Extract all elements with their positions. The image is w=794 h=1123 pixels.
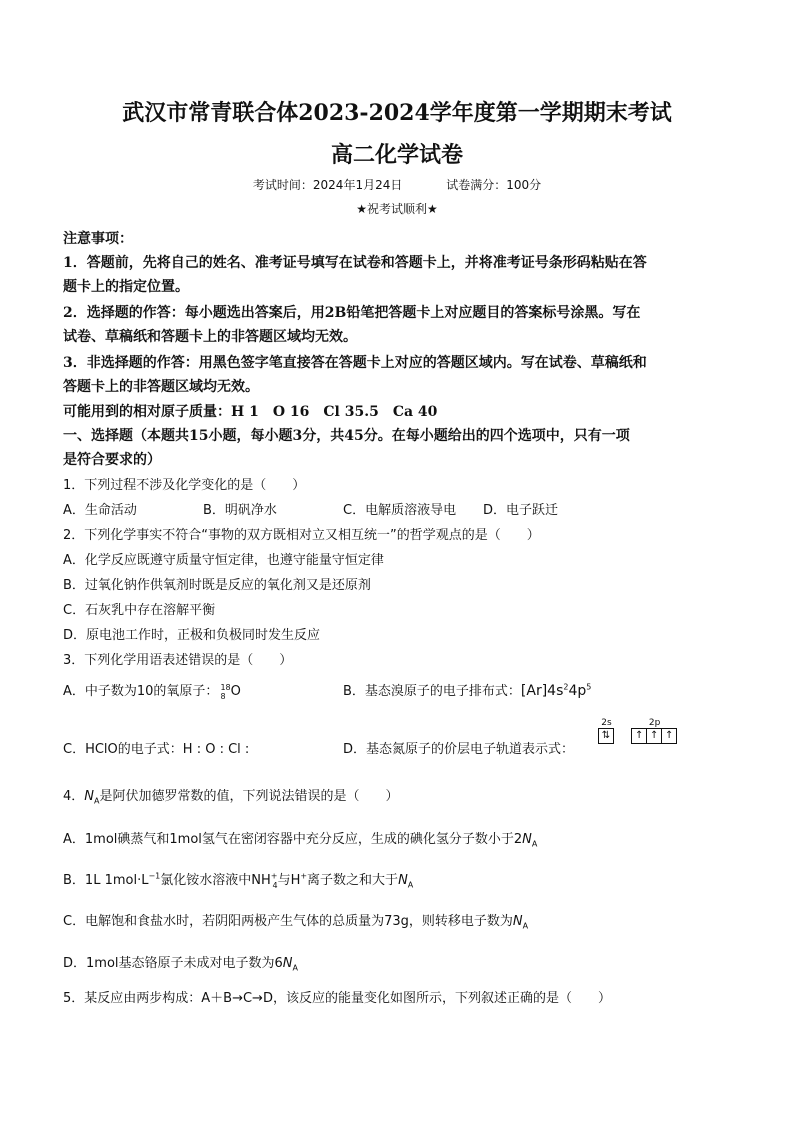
q3-options-ab — [63, 680, 743, 702]
q1-options — [63, 499, 743, 517]
q1-option-a: A．生命活动 — [63, 503, 137, 518]
hclo-lewis-structure: H : O : Cl : — [182, 742, 250, 757]
notes-heading: 注意事项： — [63, 231, 133, 247]
note-3-line-2: 答题卡上的非答题区域均无效。 — [63, 379, 259, 395]
note-2-line-1: 2．选择题的作答：每小题选出答案后，用2B铅笔把答题卡上对应题目的答案标号涂黑。写在 — [63, 305, 641, 321]
q3-stem: 3．下列化学用语表述错误的是（ ） — [63, 653, 293, 668]
q4-stem: 4．$N_A$是阿伏加德罗常数的值，下列说法错误的是（ ） — [63, 789, 399, 806]
orbital-diagram — [591, 718, 677, 744]
exam-subtitle: 高二化学试卷 — [330, 142, 463, 168]
q2-option-b: B．过氧化钠作供氧剂时既是反应的氧化剂又是还原剂 — [63, 578, 371, 593]
q1-option-c: C．电解质溶液导电 — [343, 503, 457, 518]
note-1-line-1: 1．答题前，先将自己的姓名、准考证号填写在试卷和答题卡上，并将准考证号条形码粘贴在答 — [63, 255, 647, 271]
electron-config: $[Ar]4s^24p^5$ — [520, 682, 592, 699]
q1-stem: 1．下列过程不涉及化学变化的是（ ） — [63, 478, 306, 493]
q3-option-d-label: D．基态氮原子的价层电子轨道表示式： — [343, 742, 575, 757]
q3-option-b-label: B．基态溴原子的电子排布式： — [343, 684, 521, 699]
isotope-notation: 18 8 — [220, 682, 231, 701]
q3-option-a-label: A．中子数为10的氧原子： — [63, 684, 219, 699]
exam-title: 武汉市常青联合体2023-2024学年度第一学期期末考试 — [122, 100, 672, 126]
orbital-box: ↑ — [631, 728, 647, 744]
section-1-heading-line-1: 一、选择题（本题共15小题，每小题3分，共45分。在每小题给出的四个选项中，只有一项 — [63, 428, 630, 444]
q3-option-c-label: C．HClO的电子式： — [63, 742, 183, 757]
q2-stem: 2．下列化学事实不符合“事物的双方既相对立又相互统一”的哲学观点的是（ ） — [63, 528, 540, 543]
atomic-mass: 可能用到的相对原子质量：H 1 O 16 Cl 35.5 Ca 40 — [63, 404, 438, 420]
q1-option-d: D．电子跃迁 — [483, 503, 559, 518]
q4-option-a: A．1mol碘蒸气和1mol氢气在密闭容器中充分反应，生成的碘化氢分子数小于$2N_A$ — [63, 832, 538, 849]
q3-option-b — [343, 680, 591, 699]
q4-option-d: D．1mol基态铬原子未成对电子数为$6N_A$ — [63, 956, 299, 973]
q2-option-d: D．原电池工作时，正极和负极同时发生反应 — [63, 628, 321, 643]
orbital-box: ↑ — [661, 728, 677, 744]
q5-stem: 5．某反应由两步构成：A＋B→C→D，该反应的能量变化如图所示，下列叙述正确的是（ ） — [63, 991, 611, 1006]
q3-option-d — [343, 738, 574, 757]
q3-option-c — [63, 738, 249, 757]
exam-meta — [0, 176, 794, 193]
orbital-2s: 2s ⇅ — [599, 718, 614, 744]
q2-option-c: C．石灰乳中存在溶解平衡 — [63, 603, 216, 618]
orbital-2p: 2p ↑ ↑ ↑ — [632, 718, 677, 744]
note-2-line-2: 试卷、草稿纸和答题卡上的非答题区域均无效。 — [63, 329, 357, 345]
q3-option-a: A．中子数为10的氧原子： 18 8 O — [63, 682, 241, 701]
q4-option-b: B．1L $1mol\cdot L^{-1}$氯化铵水溶液中$NH^+_4$与H+离子数之和大于$N_A$ — [63, 871, 414, 890]
q2-option-a: A．化学反应既遵守质量守恒定律，也遵守能量守恒定律 — [63, 553, 384, 568]
q4-option-c: C．电解饱和食盐水时，若阴阳两极产生气体的总质量为73g，则转移电子数为$N_A$ — [63, 914, 529, 931]
note-1-line-2: 题卡上的指定位置。 — [63, 279, 189, 295]
exam-wish: ★祝考试顺利★ — [356, 202, 438, 216]
note-3-line-1: 3．非选择题的作答：用黑色签字笔直接答在答题卡上对应的答题区域内。写在试卷、草稿纸和 — [63, 355, 647, 371]
exam-time: 考试时间：2024年1月24日 — [252, 178, 403, 192]
section-1-heading-line-2: 是符合要求的） — [63, 452, 161, 468]
orbital-box: ↑ — [646, 728, 662, 744]
q1-option-b: B．明矾净水 — [203, 503, 277, 518]
full-score: 试卷满分：100分 — [446, 178, 542, 192]
q3-options-cd — [63, 718, 743, 764]
orbital-box: ⇅ — [598, 728, 614, 744]
